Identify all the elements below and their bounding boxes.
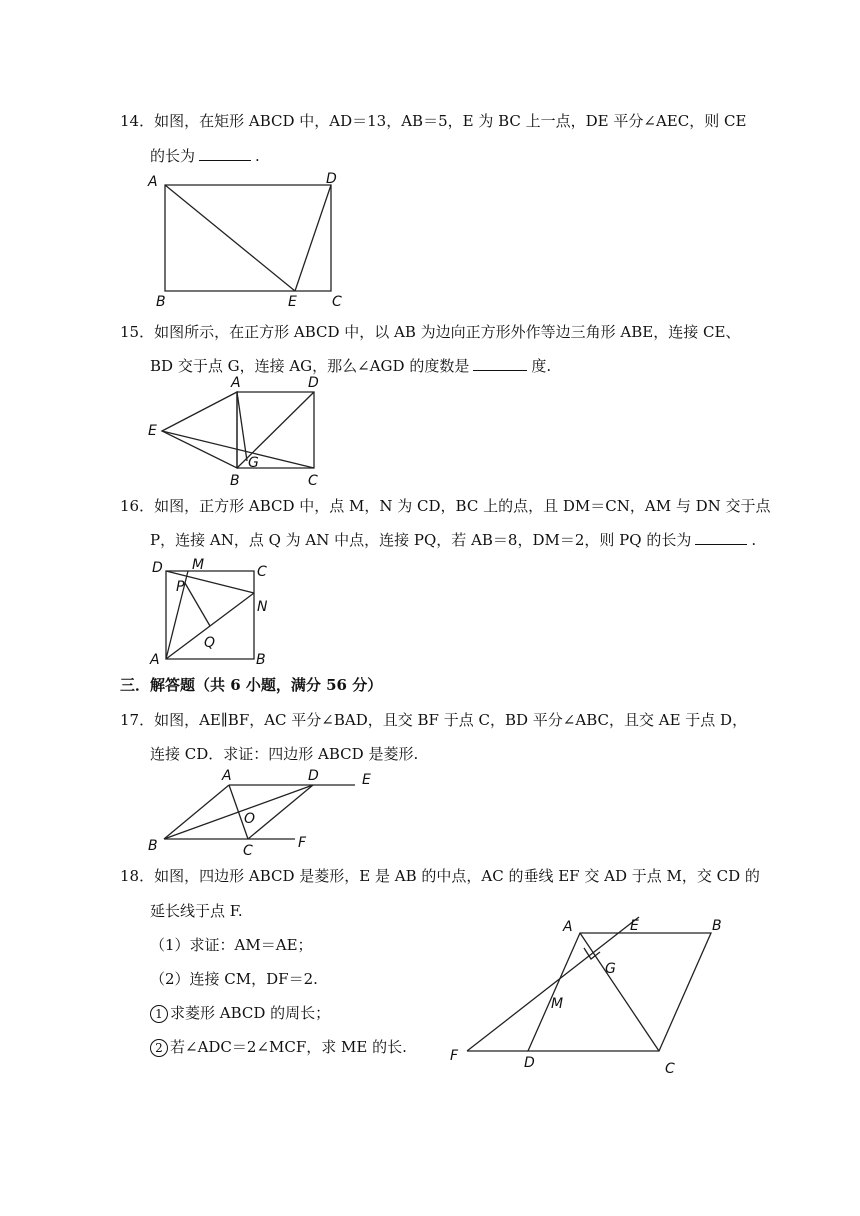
q15-label-b: B	[230, 473, 240, 489]
q14-label-b: B	[156, 294, 166, 310]
q16-prompt: P，连接 AN，点 Q 为 AN 中点，连接 PQ，若 AB＝8，DM＝2，则 PQ 的长为	[150, 531, 692, 549]
q16-answer-blank	[695, 530, 747, 545]
q18-line-ef	[467, 917, 639, 1051]
q15-figure	[140, 372, 340, 490]
q16-period: .	[751, 531, 757, 549]
q15-label-e: E	[148, 423, 157, 439]
q18-label-f: F	[450, 1048, 459, 1064]
q18-part2: （2）连接 CM，DF＝2.	[150, 970, 318, 988]
q18-label-g: G	[605, 961, 616, 977]
q18-subquestion-2	[150, 1037, 407, 1057]
q15-segment-ec	[162, 431, 314, 468]
q15-text-line1: 15．如图所示，在正方形 ABCD 中，以 AB 为边向正方形外作等边三角形 ABE，连接 CE、	[120, 323, 741, 341]
q15-label-c: C	[308, 473, 318, 489]
q16-label-p: P	[176, 579, 185, 595]
q18-subquestion-1	[150, 1003, 330, 1023]
q14-segment-ae	[165, 185, 295, 291]
q18-label-b: B	[712, 918, 722, 934]
q17-text-line1: 17．如图，AE∥BF，AC 平分∠BAD，且交 BF 于点 C，BD 平分∠ABC，且交 AE 于点 D，	[120, 711, 748, 729]
q18-label-e: E	[630, 918, 639, 934]
q14-rectangle	[165, 185, 331, 291]
q16-label-n: N	[257, 599, 268, 615]
q15-triangle-abe	[162, 392, 237, 468]
q14-label-e: E	[288, 294, 297, 310]
q18-figure	[440, 910, 740, 1080]
q15-label-d: D	[308, 375, 319, 391]
q18-label-m: M	[551, 996, 564, 1012]
q16-label-a: A	[150, 652, 160, 668]
q16-label-b: B	[256, 652, 266, 668]
q18-text-line1: 18．如图，四边形 ABCD 是菱形，E 是 AB 的中点，AC 的垂线 EF 交 AD 于点 M，交 CD 的	[120, 867, 760, 885]
q18-diagonal-ac	[580, 933, 659, 1051]
q15-answer-blank	[473, 356, 527, 371]
q16-label-d: D	[152, 560, 163, 576]
q14-label-a: A	[148, 174, 158, 190]
q17-side-cd	[248, 785, 313, 839]
q18-part1: （1）求证：AM＝AE；	[150, 936, 313, 954]
q17-label-o: O	[244, 811, 256, 827]
q16-segment-pq	[185, 583, 210, 626]
q15-unit: 度.	[531, 357, 552, 375]
q18-sub1-marker: 1	[150, 1005, 168, 1023]
q17-text-line2: 连接 CD．求证：四边形 ABCD 是菱形.	[150, 745, 419, 763]
q18-text-line2: 延长线于点 F.	[150, 902, 243, 920]
q17-diagonal-bd	[164, 785, 313, 839]
section-3-title: 三．解答题（共 6 小题，满分 56 分）	[120, 676, 383, 694]
q16-label-m: M	[192, 557, 205, 573]
q17-label-b: B	[148, 838, 158, 854]
q14-answer-blank	[199, 146, 251, 161]
q17-label-d: D	[308, 768, 319, 784]
q16-figure	[140, 553, 290, 668]
q14-prompt: 的长为	[150, 147, 196, 165]
q16-text-line2	[150, 530, 756, 550]
q17-label-e: E	[362, 772, 371, 788]
q17-label-f: F	[298, 835, 307, 851]
q14-figure	[140, 168, 360, 310]
q15-label-a: A	[231, 375, 241, 391]
q14-label-d: D	[326, 171, 337, 187]
q18-sub2-marker: 2	[150, 1039, 168, 1057]
q18-label-c: C	[665, 1061, 675, 1077]
q18-sub1-text: 求菱形 ABCD 的周长；	[170, 1004, 331, 1022]
q15-label-g: G	[248, 455, 259, 471]
q18-label-a: A	[563, 919, 573, 935]
q17-side-ab	[164, 785, 229, 839]
q14-text-line1: 14．如图，在矩形 ABCD 中，AD＝13，AB＝5，E 为 BC 上一点，DE 平分∠AEC，则 CE	[120, 112, 747, 130]
q17-label-c: C	[243, 843, 253, 859]
q18-label-d: D	[524, 1055, 535, 1071]
q16-text-line1: 16．如图，正方形 ABCD 中，点 M，N 为 CD，BC 上的点，且 DM＝CN，AM 与 DN 交于点	[120, 497, 771, 515]
q14-segment-de	[295, 185, 331, 291]
q17-label-a: A	[222, 768, 232, 784]
q14-text-line2	[150, 146, 260, 166]
q16-label-c: C	[257, 564, 267, 580]
q16-label-q: Q	[204, 635, 216, 651]
q18-sub2-text: 若∠ADC＝2∠MCF，求 ME 的长.	[170, 1038, 407, 1056]
q17-figure	[140, 766, 380, 858]
q15-prompt: BD 交于点 G，连接 AG，那么∠AGD 的度数是	[150, 357, 470, 375]
q14-label-c: C	[332, 294, 342, 310]
q14-period: .	[255, 147, 260, 165]
